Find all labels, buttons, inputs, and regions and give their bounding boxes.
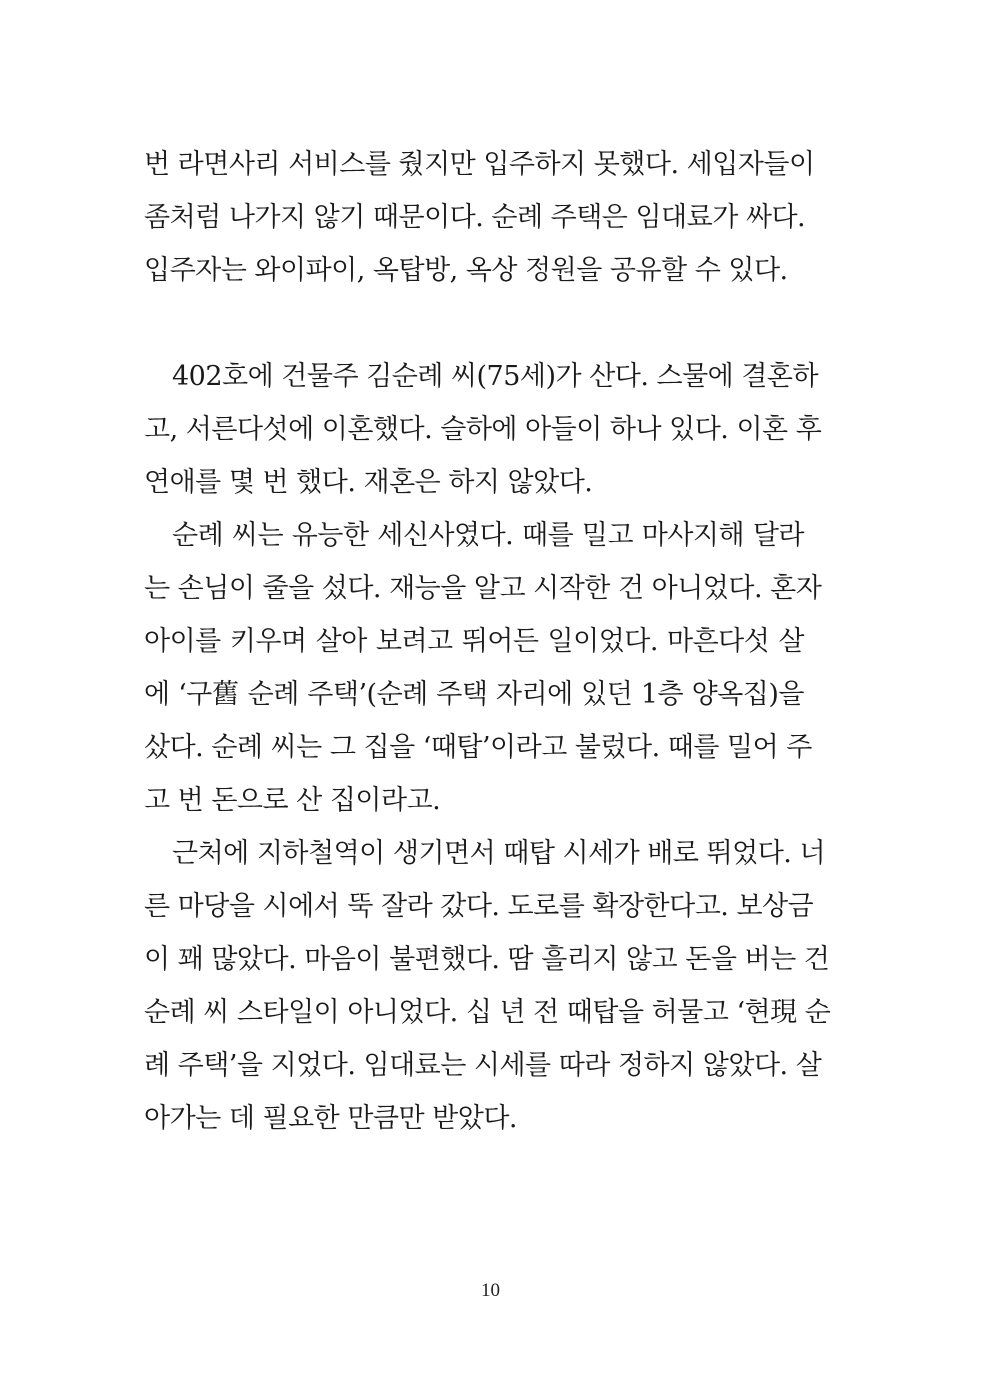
text-line: 이 꽤 많았다. 마음이 불편했다. 땀 흘리지 않고 돈을 버는 건 xyxy=(144,944,830,975)
text-line: 례 주택’을 지었다. 임대료는 시세를 따라 정하지 않았다. 살 xyxy=(144,1050,822,1081)
text-line: 연애를 몇 번 했다. 재혼은 하지 않았다. xyxy=(144,467,593,498)
paragraph-3 xyxy=(144,509,822,827)
paragraph-2 xyxy=(144,350,822,509)
paragraph-break xyxy=(144,297,804,350)
text-line: 402호에 건물주 김순례 씨(75세)가 산다. 스물에 결혼하 xyxy=(172,361,819,392)
body-text xyxy=(144,138,831,1145)
text-line: 른 마당을 시에서 뚝 잘라 갔다. 도로를 확장한다고. 보상금 xyxy=(144,891,814,922)
text-line: 는 손님이 줄을 섰다. 재능을 알고 시작한 건 아니었다. 혼자 xyxy=(144,573,822,604)
text-line: 근처에 지하철역이 생기면서 때탑 시세가 배로 뛰었다. 너 xyxy=(172,838,826,869)
text-line: 입주자는 와이파이, 옥탑방, 옥상 정원을 공유할 수 있다. xyxy=(144,255,788,286)
text-line: 샀다. 순례 씨는 그 집을 ‘때탑’이라고 불렀다. 때를 밀어 주 xyxy=(144,732,812,763)
text-line: 아이를 키우며 살아 보려고 뛰어든 일이었다. 마흔다섯 살 xyxy=(144,626,804,657)
text-line: 아가는 데 필요한 만큼만 받았다. xyxy=(144,1103,517,1134)
text-line: 좀처럼 나가지 않기 때문이다. 순례 주택은 임대료가 싸다. xyxy=(144,202,806,233)
paragraph-4 xyxy=(144,827,831,1145)
text-line: 고 번 돈으로 산 집이라고. xyxy=(144,785,441,816)
text-line: 순례 씨 스타일이 아니었다. 십 년 전 때탑을 허물고 ‘현現 순 xyxy=(144,997,831,1028)
text-line: 에 ‘구舊 순례 주택’(순례 주택 자리에 있던 1층 양옥집)을 xyxy=(144,679,804,710)
text-line: 순례 씨는 유능한 세신사였다. 때를 밀고 마사지해 달라 xyxy=(172,520,804,551)
text-line: 고, 서른다섯에 이혼했다. 슬하에 아들이 하나 있다. 이혼 후 xyxy=(144,414,822,445)
text-line: 번 라면사리 서비스를 줬지만 입주하지 못했다. 세입자들이 xyxy=(144,149,815,180)
page-number: 10 xyxy=(481,1280,500,1301)
paragraph-1 xyxy=(144,138,815,297)
